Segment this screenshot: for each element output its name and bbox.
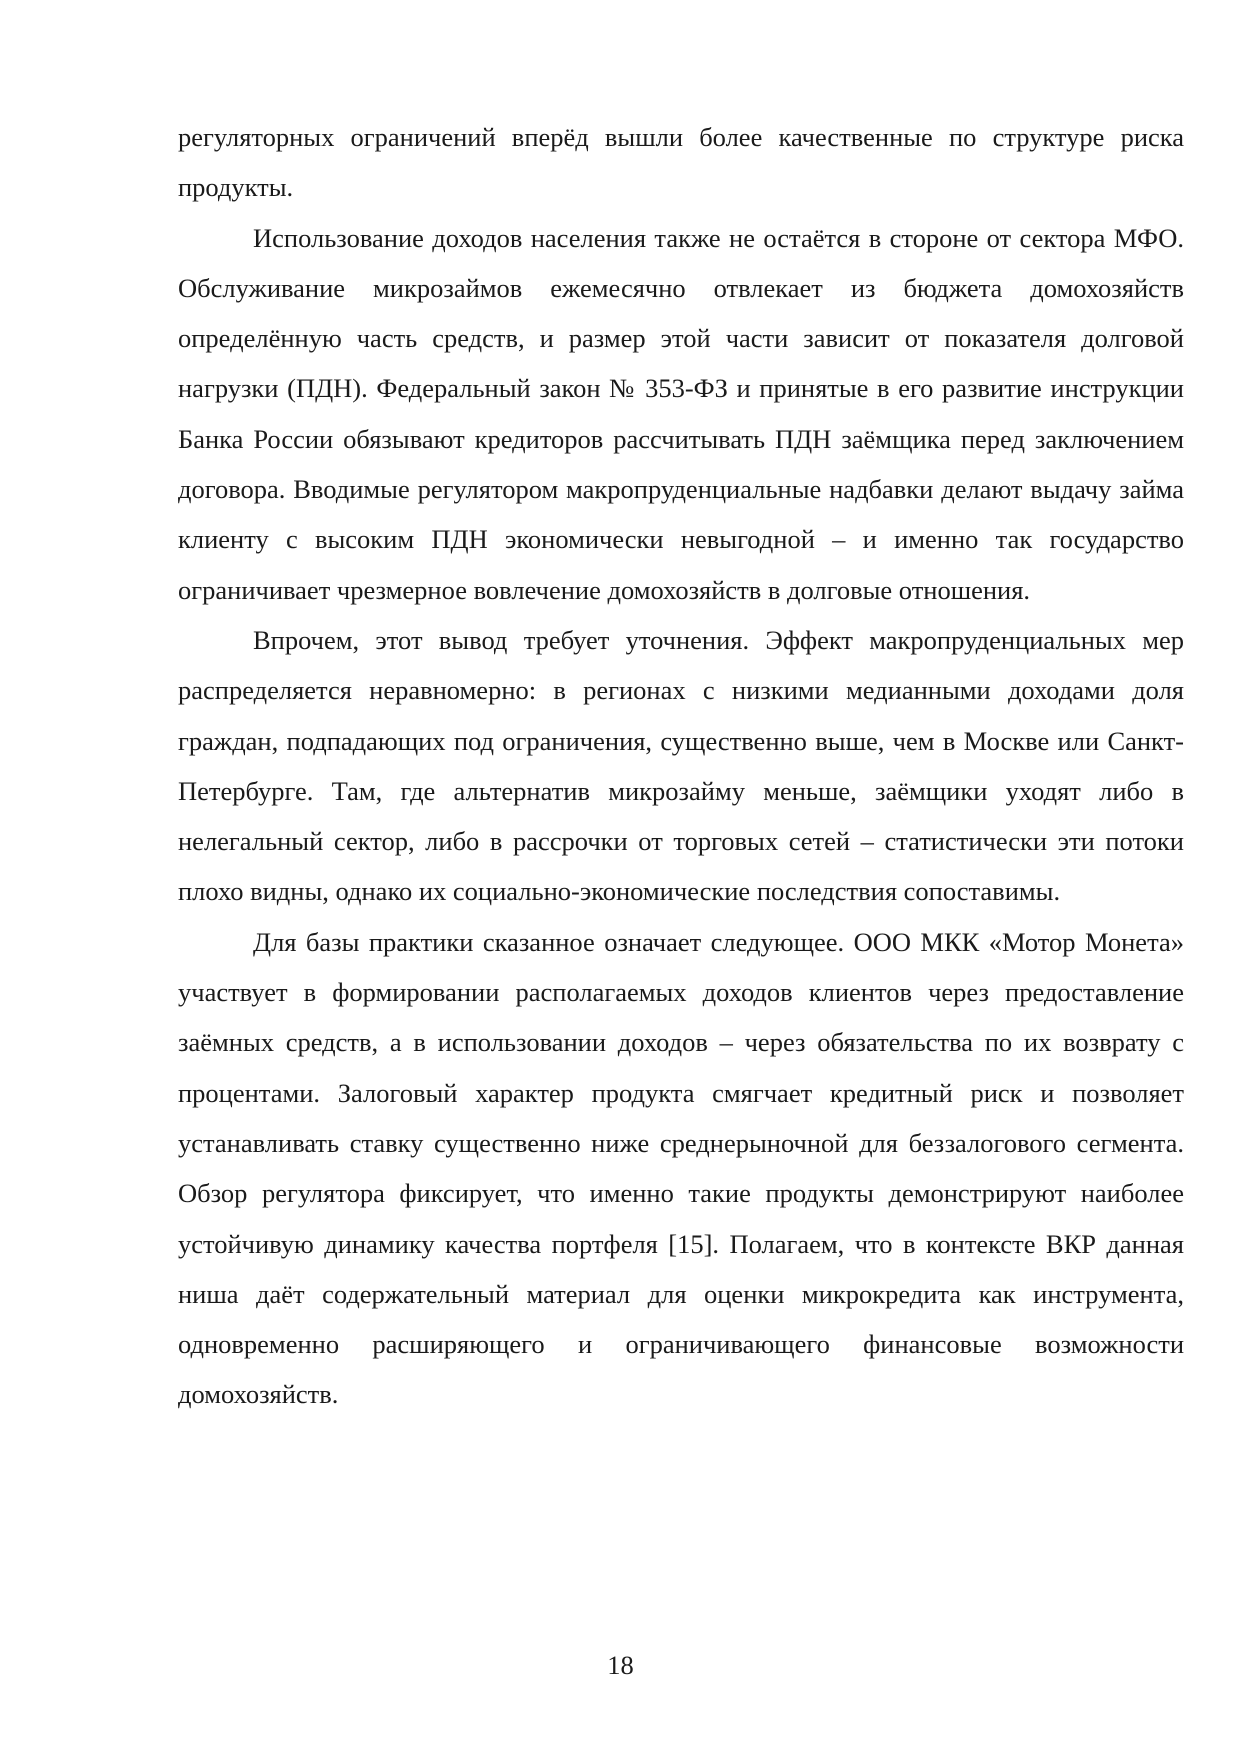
page-number: 18 [607, 1650, 634, 1680]
paragraph: Использование доходов населения также не остаётся в стороне от сектора МФО. Обслуживание микрозаймов ежемесячно отвлекает из бюджета домохозяйств определённую часть средств, и размер этой части зависит от показателя долговой нагрузки (ПДН). Федеральный закон № 353-ФЗ и принятые в его развитие инструкции Банка России обязывают кредиторов рассчитывать ПДН заёмщика перед заключением договора. Вводимые регулятором макропруденциальные надбавки делают выдачу займа клиенту с высоким ПДН экономически невыгодной – и именно так государство ограничивает чрезмерное вовлечение домохозяйств в долговые отношения. [178, 222, 1184, 605]
paragraph: Впрочем, этот вывод требует уточнения. Эффект макропруденциальных мер распределяется неравномерно: в регионах с низкими медианными доходами доля граждан, подпадающих под ограничения, существенно выше, чем в Москве или Санкт-Петербурге. Там, где альтернатив микрозайму меньше, заёмщики уходят либо в нелегальный сектор, либо в рассрочки от торговых сетей – статистически эти потоки плохо видны, однако их социально-экономические последствия сопоставимы. [178, 624, 1184, 907]
document-body [178, 112, 1184, 1420]
paragraph: Для базы практики сказанное означает следующее. ООО МКК «Мотор Монета» участвует в формировании располагаемых доходов клиентов через предоставление заёмных средств, а в использовании доходов – через обязательства по их возврату с процентами. Залоговый характер продукта смягчает кредитный риск и позволяет устанавливать ставку существенно ниже среднерыночной для беззалогового сегмента. Обзор регулятора фиксирует, что именно такие продукты демонстрируют наиболее устойчивую динамику качества портфеля [15]. Полагаем, что в контексте ВКР данная ниша даёт содержательный материал для оценки микрокредита как инструмента, одновременно расширяющего и ограничивающего финансовые возможности домохозяйств. [178, 926, 1184, 1410]
paragraph-continuation: регуляторных ограничений вперёд вышли более качественные по структуре риска продукты. [178, 122, 1184, 203]
